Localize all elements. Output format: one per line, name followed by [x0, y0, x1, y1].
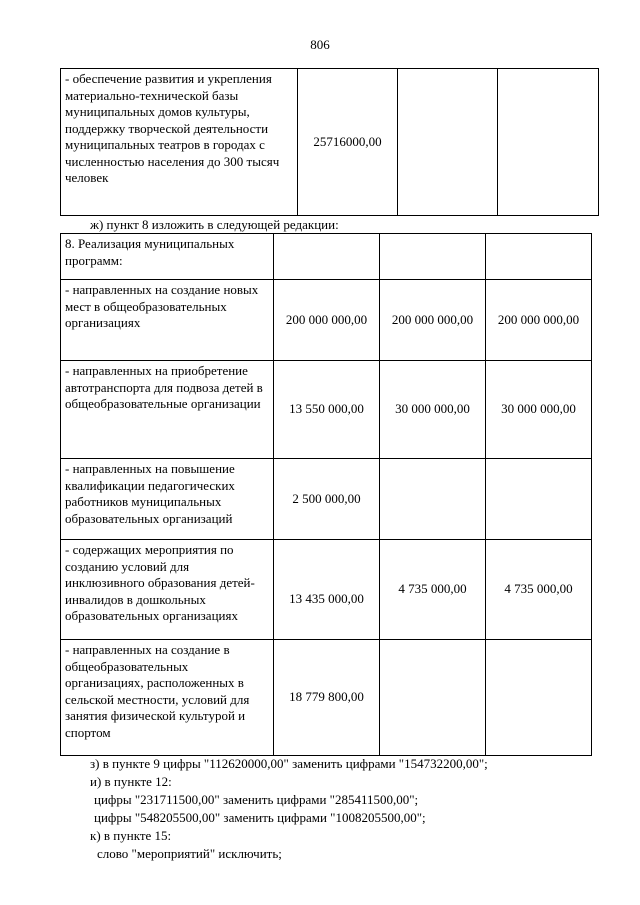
paragraph-k: к) в пункте 15: [90, 828, 172, 843]
value-cell: 200 000 000,00 [486, 280, 592, 361]
value-cell: 4 735 000,00 [380, 540, 486, 640]
value-cell [486, 459, 592, 540]
value-cell: 13 435 000,00 [274, 540, 380, 640]
table-row [61, 69, 599, 216]
table-continued [60, 68, 599, 216]
table-row [61, 640, 592, 756]
value-cell [486, 234, 592, 280]
table-row [61, 540, 592, 640]
paragraph-zh: ж) пункт 8 изложить в следующей редакции: [90, 217, 339, 232]
row-label-transport: - направленных на приобретение автотранспорта для подвоза детей в общеобразовательные организации [61, 361, 274, 459]
value-cell [380, 459, 486, 540]
value-cell: 200 000 000,00 [274, 280, 380, 361]
row-label-rural-sports: - направленных на создание в общеобразовательных организациях, расположенных в сельской местности, условий для занятия физической культурой и спортом [61, 640, 274, 756]
paragraph-i-line2: цифры "548205500,00" заменить цифрами "1008205500,00"; [94, 810, 426, 825]
value-cell-year1: 25716000,00 [298, 69, 398, 216]
paragraph-z: з) в пункте 9 цифры "112620000,00" заменить цифрами "154732200,00"; [90, 756, 488, 771]
page-number: 806 [310, 37, 330, 52]
paragraph-i: и) в пункте 12: [90, 774, 172, 789]
table-municipal-programs [60, 233, 592, 756]
table-row [61, 280, 592, 361]
row-label-culture-base: - обеспечение развития и укрепления материально-технической базы муниципальных домов культуры, поддержку творческой деятельности муниципальных театров в городах с численностью населения до 300 тысяч человек [61, 69, 298, 216]
value-cell: 2 500 000,00 [274, 459, 380, 540]
value-cell-year3 [498, 69, 599, 216]
value-cell: 13 550 000,00 [274, 361, 380, 459]
row-label-section-8: 8. Реализация муниципальных программ: [61, 234, 274, 280]
value-cell [274, 234, 380, 280]
value-cell [380, 234, 486, 280]
paragraph-i-line1: цифры "231711500,00" заменить цифрами "285411500,00"; [94, 792, 419, 807]
value-cell: 4 735 000,00 [486, 540, 592, 640]
table-row [61, 361, 592, 459]
value-cell: 30 000 000,00 [486, 361, 592, 459]
value-cell: 30 000 000,00 [380, 361, 486, 459]
value-cell-year2 [398, 69, 498, 216]
row-label-new-places: - направленных на создание новых мест в общеобразовательных организациях [61, 280, 274, 361]
value-cell: 200 000 000,00 [380, 280, 486, 361]
value-cell [380, 640, 486, 756]
table-row [61, 459, 592, 540]
row-label-qualification: - направленных на повышение квалификации педагогических работников муниципальных образовательных организаций [61, 459, 274, 540]
value-cell [486, 640, 592, 756]
table-row [61, 234, 592, 280]
paragraph-k-line1: слово "мероприятий" исключить; [97, 846, 282, 861]
row-label-inclusive: - содержащих мероприятия по созданию условий для инклюзивного образования детей-инвалидов в дошкольных образовательных организациях [61, 540, 274, 640]
value-cell: 18 779 800,00 [274, 640, 380, 756]
